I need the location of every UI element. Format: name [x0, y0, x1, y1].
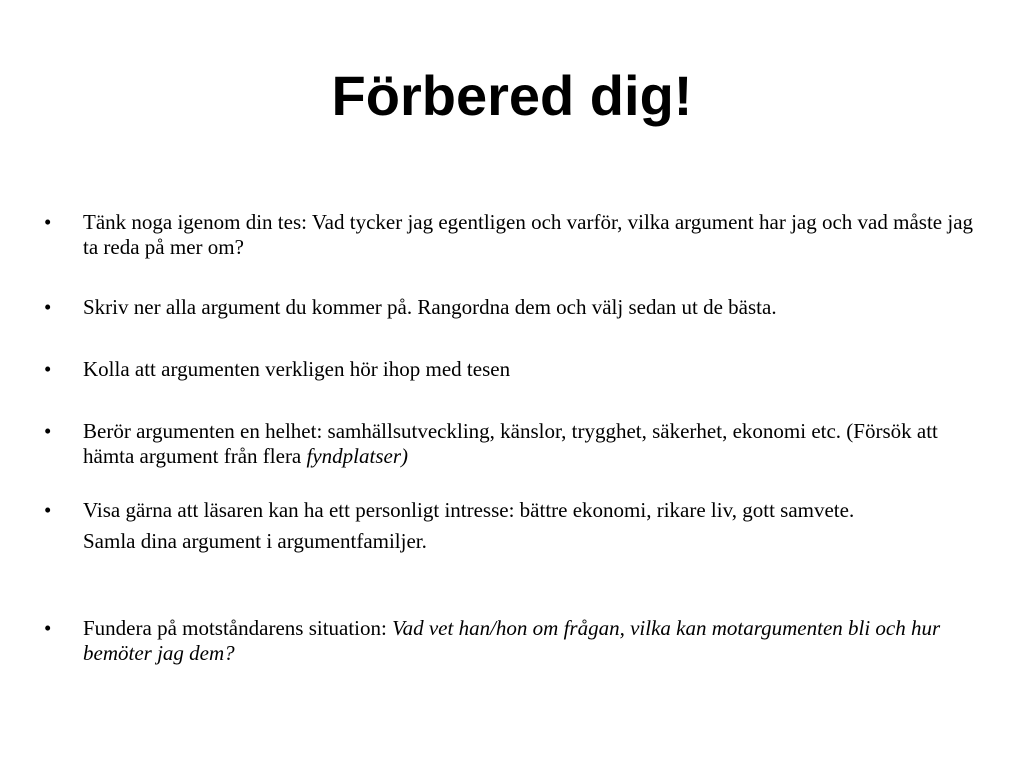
bullet-text-italic: Vad vet han/hon om frågan, vilka kan motargumenten bli och hur bemöter jag dem?	[83, 616, 941, 665]
bullet-marker: •	[44, 210, 52, 234]
bullet-marker: •	[44, 616, 52, 640]
bullet-text	[83, 210, 983, 260]
slide-title: Förbered dig!	[331, 64, 693, 127]
bullet-text	[83, 295, 983, 320]
bullet-continuation: Samla dina argument i argumentfamiljer.	[83, 529, 427, 553]
bullet-text-plain: Skriv ner alla argument du kommer på. Rangordna dem och välj sedan ut de bästa.	[83, 295, 777, 319]
bullet-marker: •	[44, 295, 52, 319]
bullet-text-italic: fyndplatser)	[306, 444, 408, 468]
bullet-text-plain: Berör argumenten en helhet: samhällsutveckling, känslor, trygghet, säkerhet, ekonomi etc. (Försök att hämta argument från flera	[83, 419, 938, 468]
bullet-text	[83, 419, 983, 469]
bullet-text-plain: Visa gärna att läsaren kan ha ett personligt intresse: bättre ekonomi, rikare liv, gott samvete.	[83, 498, 855, 522]
bullet-text-plain: Tänk noga igenom din tes: Vad tycker jag egentligen och varför, vilka argument har jag och vad måste jag ta reda på mer om?	[83, 210, 974, 259]
bullet-text-plain: Fundera på motståndarens situation:	[83, 616, 393, 640]
bullet-marker: •	[44, 419, 52, 443]
bullet-marker: •	[44, 357, 52, 381]
bullet-text-plain: Kolla att argumenten verkligen hör ihop med tesen	[83, 357, 511, 381]
bullet-text	[83, 357, 983, 382]
bullet-marker: •	[44, 498, 52, 522]
bullet-text	[83, 616, 983, 666]
bullet-text	[83, 498, 983, 554]
